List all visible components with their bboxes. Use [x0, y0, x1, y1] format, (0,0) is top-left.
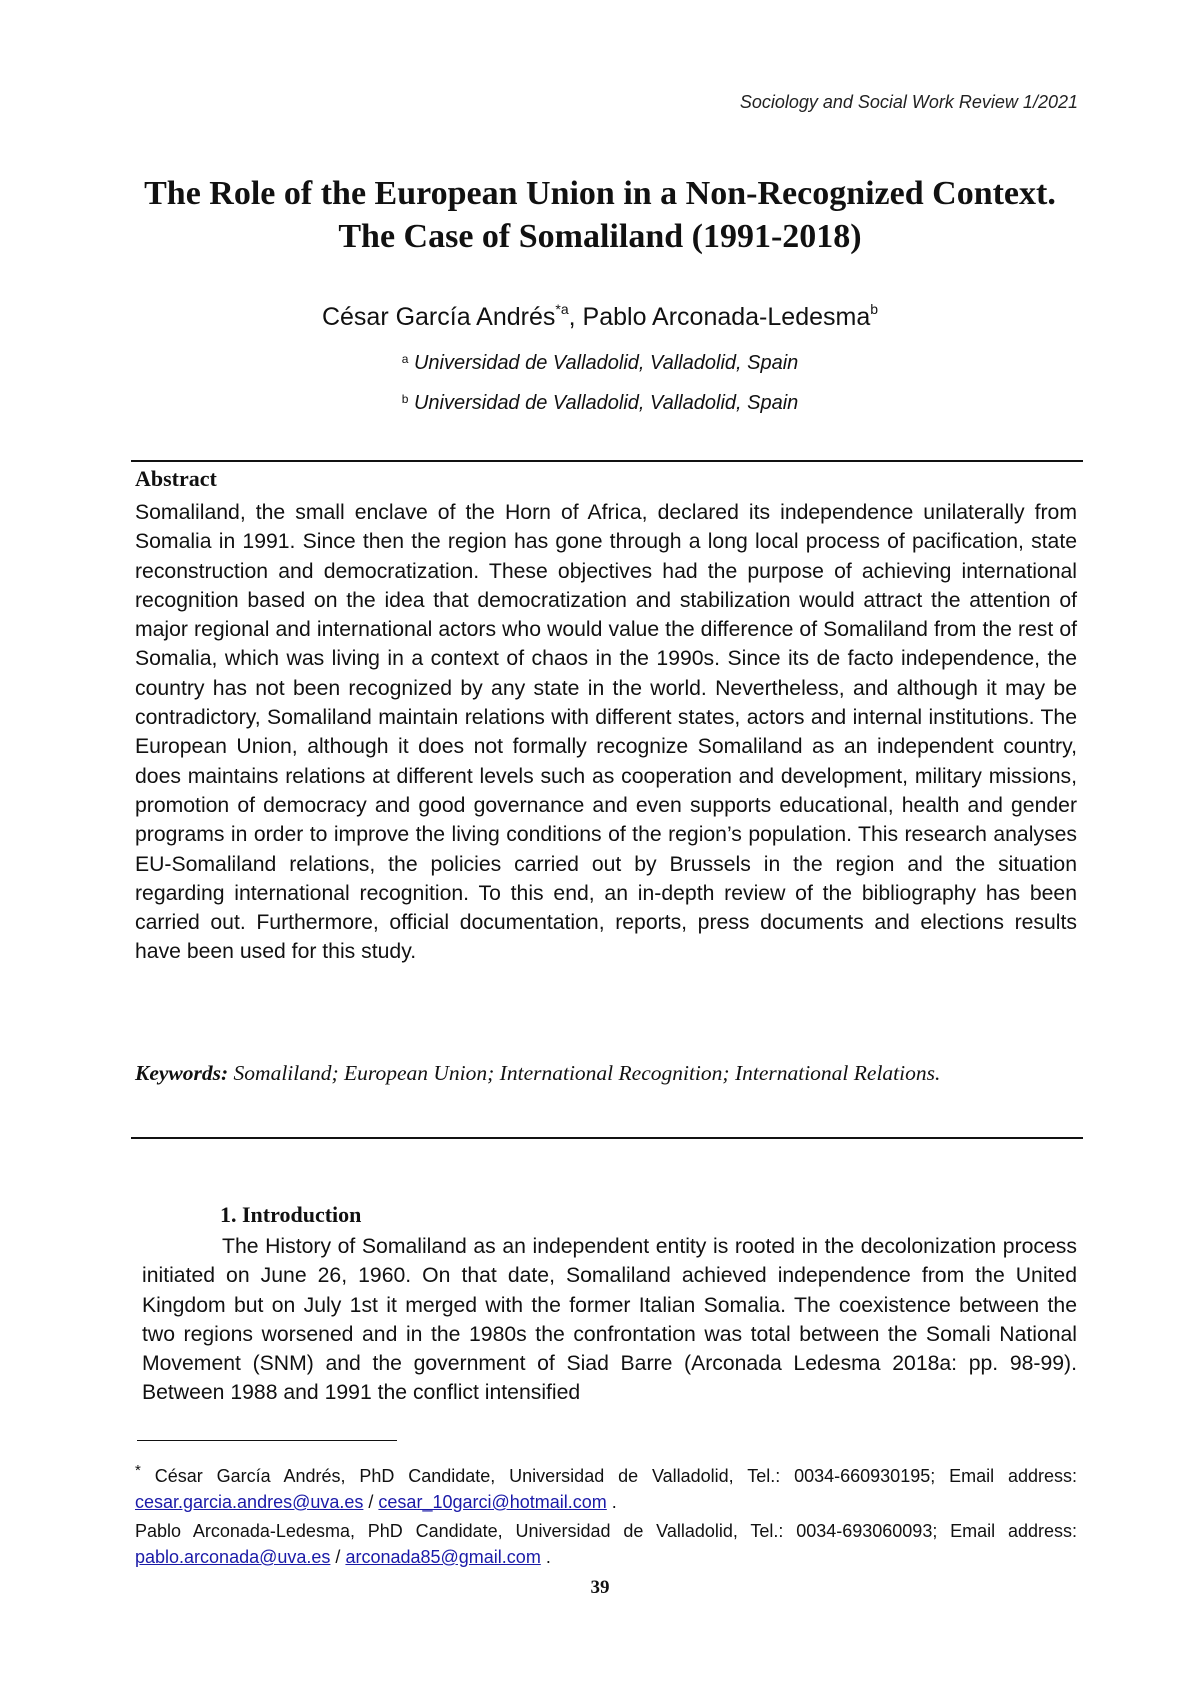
- author-2-marker: b: [870, 301, 879, 317]
- email-link-garcia-hotmail[interactable]: cesar_10garci@hotmail.com: [378, 1492, 607, 1512]
- journal-header: Sociology and Social Work Review 1/2021: [739, 92, 1078, 112]
- footnote-rule: [137, 1440, 397, 1441]
- footnote-1-marker: *: [135, 1462, 141, 1479]
- affiliation-b: [140, 392, 1060, 415]
- footnote-1-end: .: [606, 1492, 617, 1512]
- footnote-1: [135, 1458, 1077, 1515]
- abstract-heading: Abstract: [135, 466, 217, 491]
- affiliation-b-text: Universidad de Valladolid, Valladolid, Spain: [413, 392, 799, 414]
- footnote-2-slash: /: [330, 1547, 346, 1567]
- author-1-marker: *a: [555, 301, 569, 317]
- section-heading-introduction: 1. Introduction: [220, 1202, 362, 1227]
- author-2: Pablo Arconada-Ledesma: [582, 303, 871, 331]
- abstract-bottom-rule: [131, 1137, 1083, 1139]
- author-line: [140, 303, 1060, 332]
- footnote-1-slash: /: [363, 1492, 379, 1512]
- footnote-1-text: César García Andrés, PhD Candidate, Universidad de Valladolid, Tel.: 0034-660930195; Email address:: [154, 1466, 1077, 1486]
- abstract-top-rule: [131, 460, 1083, 462]
- keywords: [135, 1060, 1077, 1087]
- page-number: 39: [590, 1577, 610, 1598]
- article-title: The Role of the European Union in a Non-Recognized Context. The Case of Somaliland (1991-2018): [144, 175, 1056, 255]
- email-link-arconada-gmail[interactable]: arconada85@gmail.com: [345, 1547, 541, 1567]
- keywords-label: Keywords:: [135, 1061, 229, 1085]
- footnote-2: [135, 1518, 1077, 1570]
- affiliation-a-text: Universidad de Valladolid, Valladolid, Spain: [413, 352, 799, 374]
- affiliation-a: [140, 352, 1060, 375]
- keywords-text: Somaliland; European Union; International Recognition; International Relations.: [233, 1061, 941, 1085]
- footnote-2-end: .: [540, 1547, 551, 1567]
- introduction-paragraph: The History of Somaliland as an independent entity is rooted in the decolonization process initiated on June 26, 1960. On that date, Somaliland achieved independence from the United Kingdom but on July 1st it merged with the former Italian Somalia. The coexistence between the two regions worsened and in the 1980s the confrontation was total between the Somali National Movement (SNM) and the government of Siad Barre (Arconada Ledesma 2018a: pp. 98-99). Between 1988 and 1991 the conflict intensified: [142, 1235, 1077, 1405]
- email-link-arconada-uva[interactable]: pablo.arconada@uva.es: [135, 1547, 331, 1567]
- author-separator: ,: [568, 303, 583, 331]
- abstract-text: Somaliland, the small enclave of the Horn of Africa, declared its independence unilaterally from Somalia in 1991. Since then the region has gone through a long local process of pacification, state reconstruction and democratization. These objectives had the purpose of achieving international recognition based on the idea that democratization and stabilization would attract the attention of major regional and international actors who would value the difference of Somaliland from the rest of Somalia, which was living in a context of chaos in the 1990s. Since its de facto independence, the country has not been recognized by any state in the world. Nevertheless, and although it may be contradictory, Somaliland maintain relations with different states, actors and internal institutions. The European Union, although it does not formally recognize Somaliland as an independent country, does maintains relations at different levels such as cooperation and development, military missions, promotion of democracy and good governance and even supports educational, health and gender programs in order to improve the living conditions of the region’s population. This research analyses EU-Somaliland relations, the policies carried out by Brussels in the region and the situation regarding international recognition. To this end, an in-depth review of the bibliography has been carried out. Furthermore, official documentation, reports, press documents and elections results have been used for this study.: [135, 501, 1077, 964]
- footnote-2-text: Pablo Arconada-Ledesma, PhD Candidate, Universidad de Valladolid, Tel.: 0034-693060093; Email address:: [135, 1521, 1077, 1541]
- email-link-garcia-uva[interactable]: cesar.garcia.andres@uva.es: [135, 1492, 364, 1512]
- author-1: César García Andrés: [321, 303, 556, 331]
- affiliation-b-marker: b: [401, 392, 409, 406]
- affiliation-a-marker: a: [401, 352, 409, 366]
